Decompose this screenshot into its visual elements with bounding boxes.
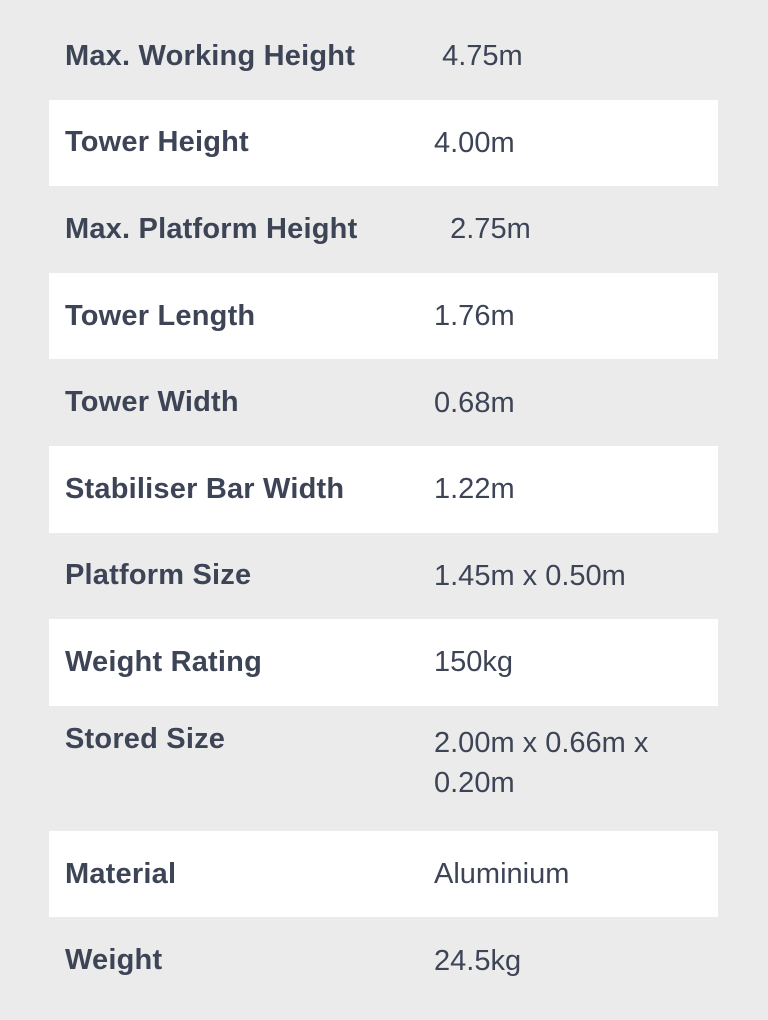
spec-label: Platform Size [65,559,252,592]
spec-label: Max. Platform Height [65,212,358,245]
spec-row-tower-height [49,100,718,187]
spec-row-stabiliser-bar-width [49,446,718,533]
spec-value: 4.00m [434,126,515,159]
spec-value: 4.75m [434,40,523,73]
spec-value: 1.22m [434,473,515,506]
spec-value: 24.5kg [434,944,522,977]
spec-row-stored-size [49,706,718,831]
spec-row-platform-size [49,533,718,620]
spec-label: Material [65,857,177,890]
specifications-table [49,13,718,1004]
spec-row-tower-width [49,359,718,446]
spec-value: 2.00m x 0.66m x 0.20m [434,726,657,799]
spec-label: Weight [65,944,163,977]
spec-value: 0.68m [434,386,515,419]
spec-row-weight-rating [49,619,718,706]
spec-label: Stabiliser Bar Width [65,472,345,505]
spec-row-max-working-height [49,13,718,100]
spec-row-weight [49,917,718,1004]
spec-value: 1.45m x 0.50m [434,559,626,592]
spec-label: Max. Working Height [65,39,356,72]
spec-value: 1.76m [434,300,515,333]
spec-label: Stored Size [65,722,226,755]
spec-row-tower-length [49,273,718,360]
spec-label: Tower Height [65,126,249,159]
spec-value: 2.75m [434,213,531,246]
spec-value: Aluminium [434,858,570,891]
spec-row-material [49,831,718,918]
spec-label: Tower Length [65,299,256,332]
spec-label: Weight Rating [65,645,262,678]
spec-label: Tower Width [65,386,239,419]
spec-value: 150kg [434,646,514,679]
spec-row-max-platform-height [49,186,718,273]
